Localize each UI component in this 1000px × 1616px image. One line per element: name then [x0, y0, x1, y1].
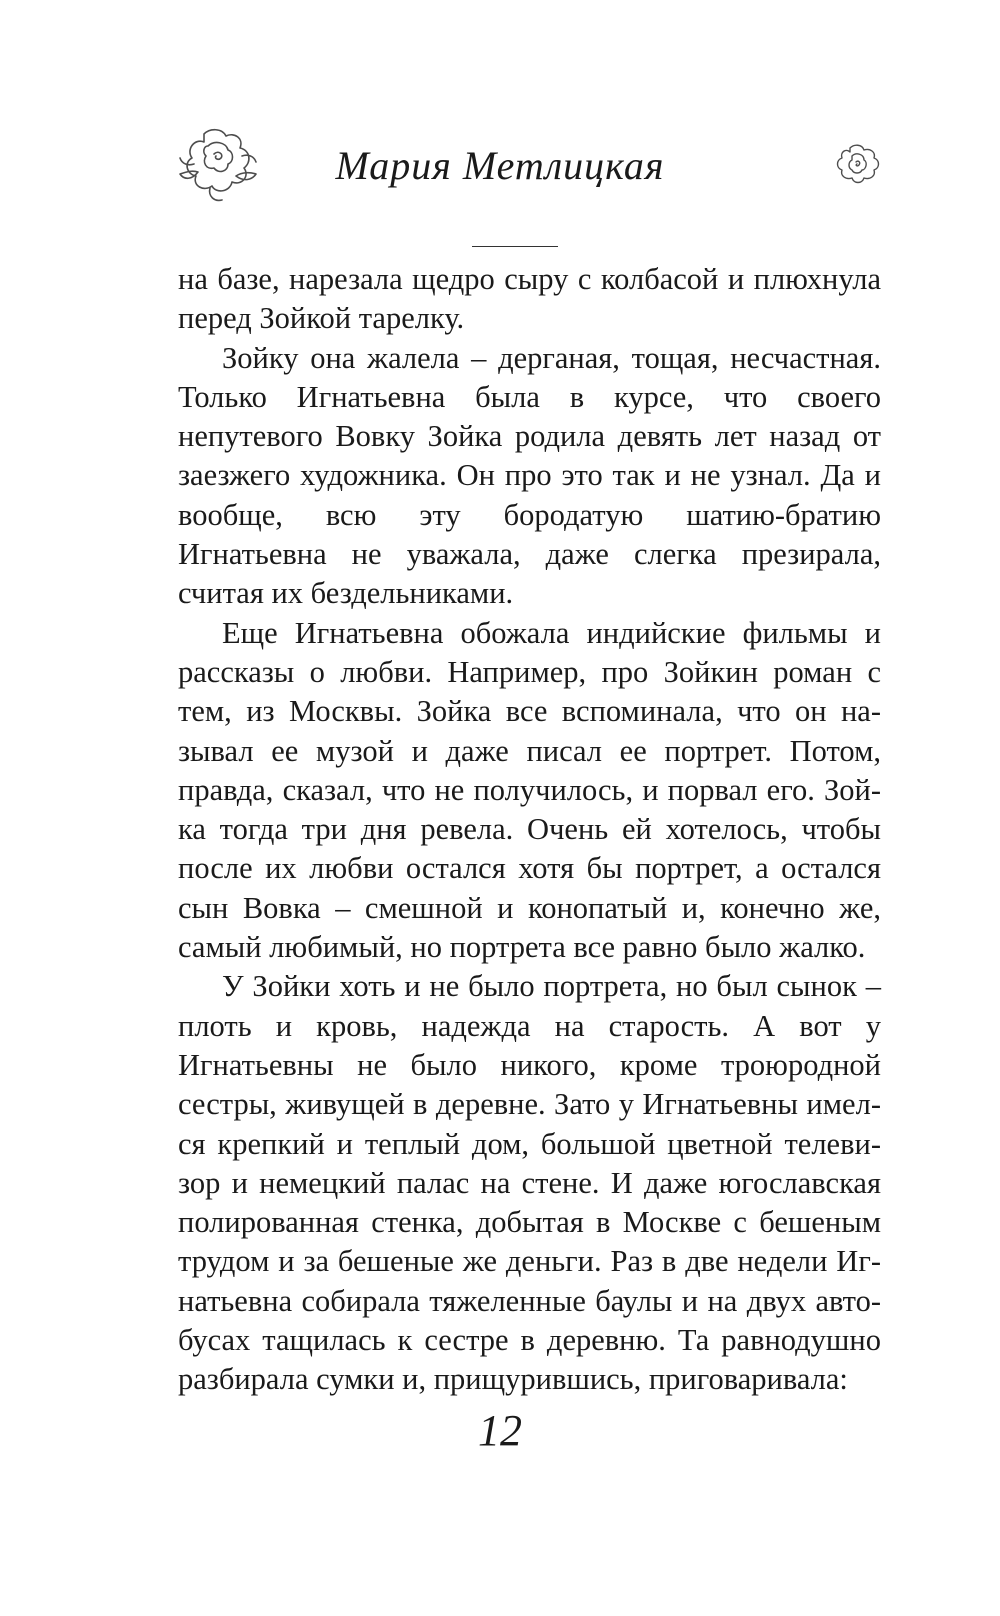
header-divider	[472, 246, 558, 247]
paragraph: У Зойки хоть и не было портрета, но был сынок – плоть и кровь, надежда на старость. А вот у Игнатьевны не было никого, кроме троюродной сестры, живущей в деревне. Зато у Игнатьевны имелся крепкий и теплый дом, большой цветной телевизор и немецкий палас на стене. И даже югославская полированная стенка, добытая в Москве с бешеным трудом и за бешеные же деньги. Раз в две недели Игнатьевна собирала тяжеленные баулы и на двух автобусах тащилась к сестре в деревню. Та равнодушно разбирала сумки и, прищурившись, приговаривала:	[178, 969, 881, 1397]
page-number: 12	[478, 1406, 522, 1455]
paragraph: Зойку она жалела – дерганая, тощая, несчастная. Только Игнатьевна была в курсе, что своего непутевого Вовку Зойка родила девять лет назад от заезжего художника. Он про это так и не узнал. Да и вообще, всю эту бородатую шатию-братию Игнатьевна не уважала, даже слегка презирала, считая их бездельниками.	[178, 340, 881, 611]
paragraph: на базе, нарезала щедро сыру с колбасой и плюхнула перед Зойкой тарелку.	[178, 262, 881, 336]
paragraph: Еще Игнатьевна обожала индийские фильмы и рассказы о любви. Например, про Зойкин роман с тем, из Москвы. Зойка все вспоминала, что он называл ее музой и даже писал ее портрет. Потом, правда, сказал, что не получилось, и порвал его. Зойка тогда три дня ревела. Очень ей хотелось, чтобы после их любви остался хотя бы портрет, а остался сын Вовка – смешной и конопатый и, конечно же, самый любимый, но портрета все равно было жалко.	[178, 615, 881, 965]
body-text	[178, 260, 881, 1400]
running-header-author: Мария Метлицкая	[335, 143, 665, 188]
